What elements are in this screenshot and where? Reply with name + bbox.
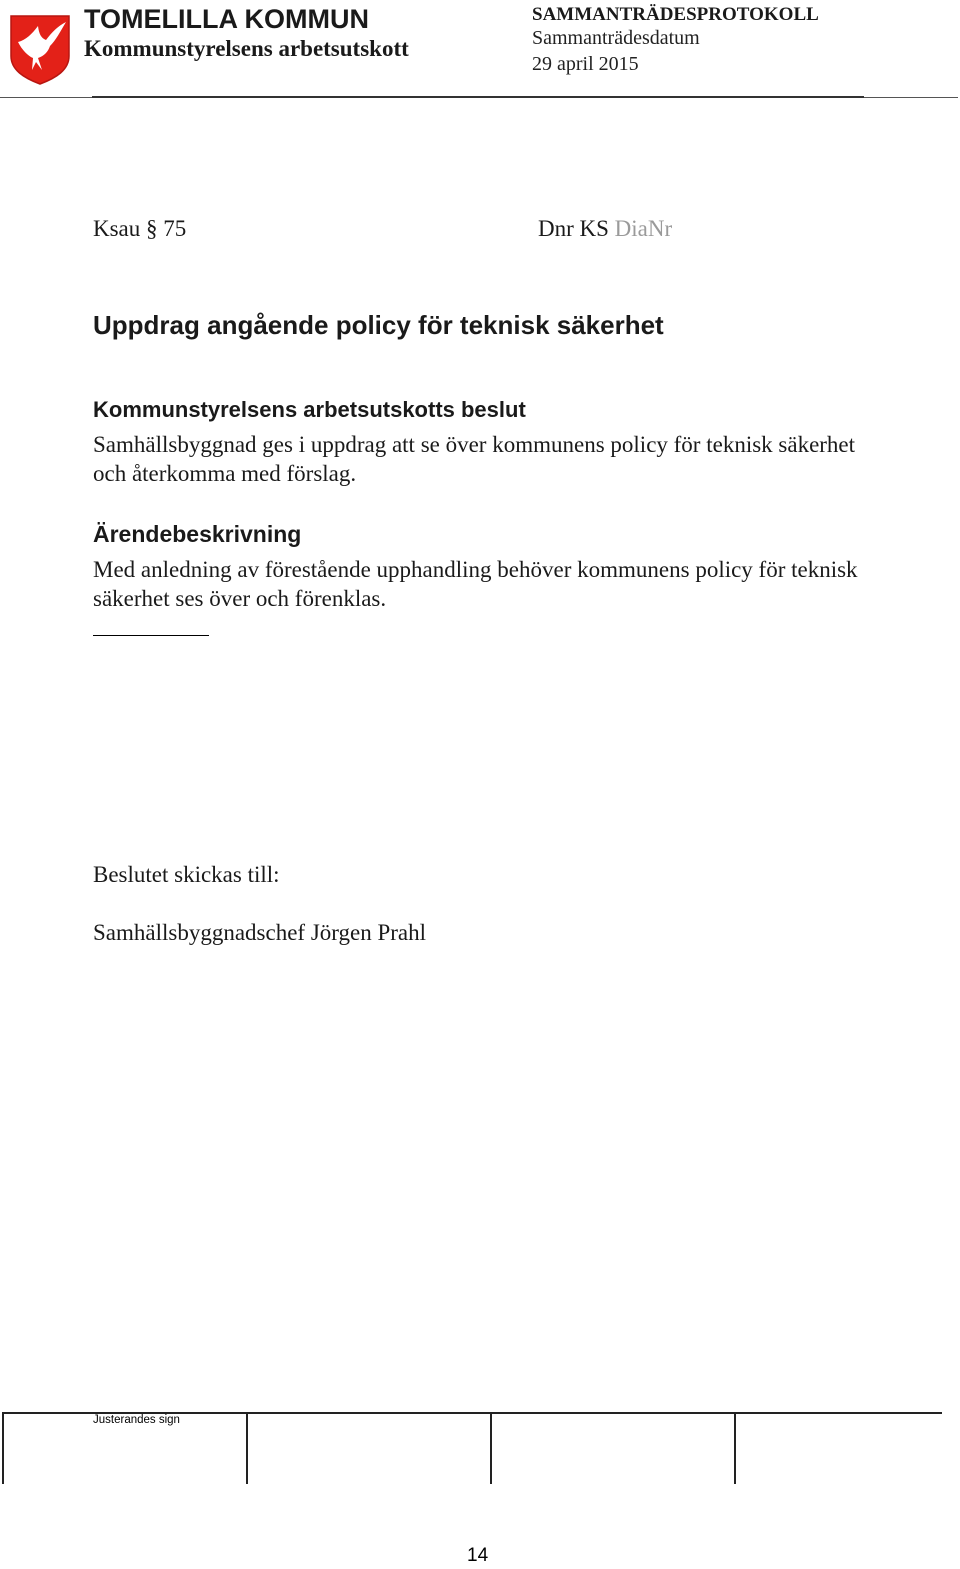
header-divider-thick [92, 96, 864, 98]
page-title: Uppdrag angående policy för teknisk säkerhet [93, 310, 664, 340]
distribution-recipient: Samhällsbyggnadschef Jörgen Prahl [93, 920, 427, 945]
organization-unit: Kommunstyrelsens arbetsutskott [84, 36, 409, 61]
signature-cell-2 [246, 1414, 490, 1484]
decision-heading: Kommunstyrelsens arbetsutskotts beslut [93, 397, 526, 422]
meeting-date-label: Sammanträdesdatum [532, 27, 700, 49]
diary-number-placeholder: DiaNr [614, 216, 673, 241]
signature-cell-4 [734, 1414, 960, 1484]
municipal-shield-logo-icon [8, 12, 72, 86]
paragraph-number: 75 [163, 216, 187, 241]
description-heading: Ärendebeskrivning [93, 521, 302, 547]
signature-label: Justerandes sign [93, 1414, 180, 1426]
meeting-date-value: 29 april 2015 [532, 53, 639, 75]
paragraph-prefix: Ksau [93, 216, 141, 241]
signature-cell-3 [490, 1414, 734, 1484]
diary-number-prefix: Dnr KS [538, 216, 609, 241]
description-text: Med anledning av förestående upphandling behöver kommunens policy för teknisk säkerhet ses över och förenklas. [93, 557, 858, 611]
organization-name: TOMELILLA KOMMUN [84, 4, 369, 34]
distribution-label: Beslutet skickas till: [93, 862, 280, 887]
section-divider [93, 635, 209, 636]
document-type: SAMMANTRÄDESPROTOKOLL [532, 4, 819, 25]
diary-number [538, 216, 672, 242]
page-number: 14 [467, 1545, 489, 1566]
paragraph-symbol: § [146, 216, 158, 241]
decision-text: Samhällsbyggnad ges i uppdrag att se över kommunens policy för teknisk säkerhet och återkomma med förslag. [93, 432, 856, 486]
paragraph-reference [93, 216, 186, 242]
